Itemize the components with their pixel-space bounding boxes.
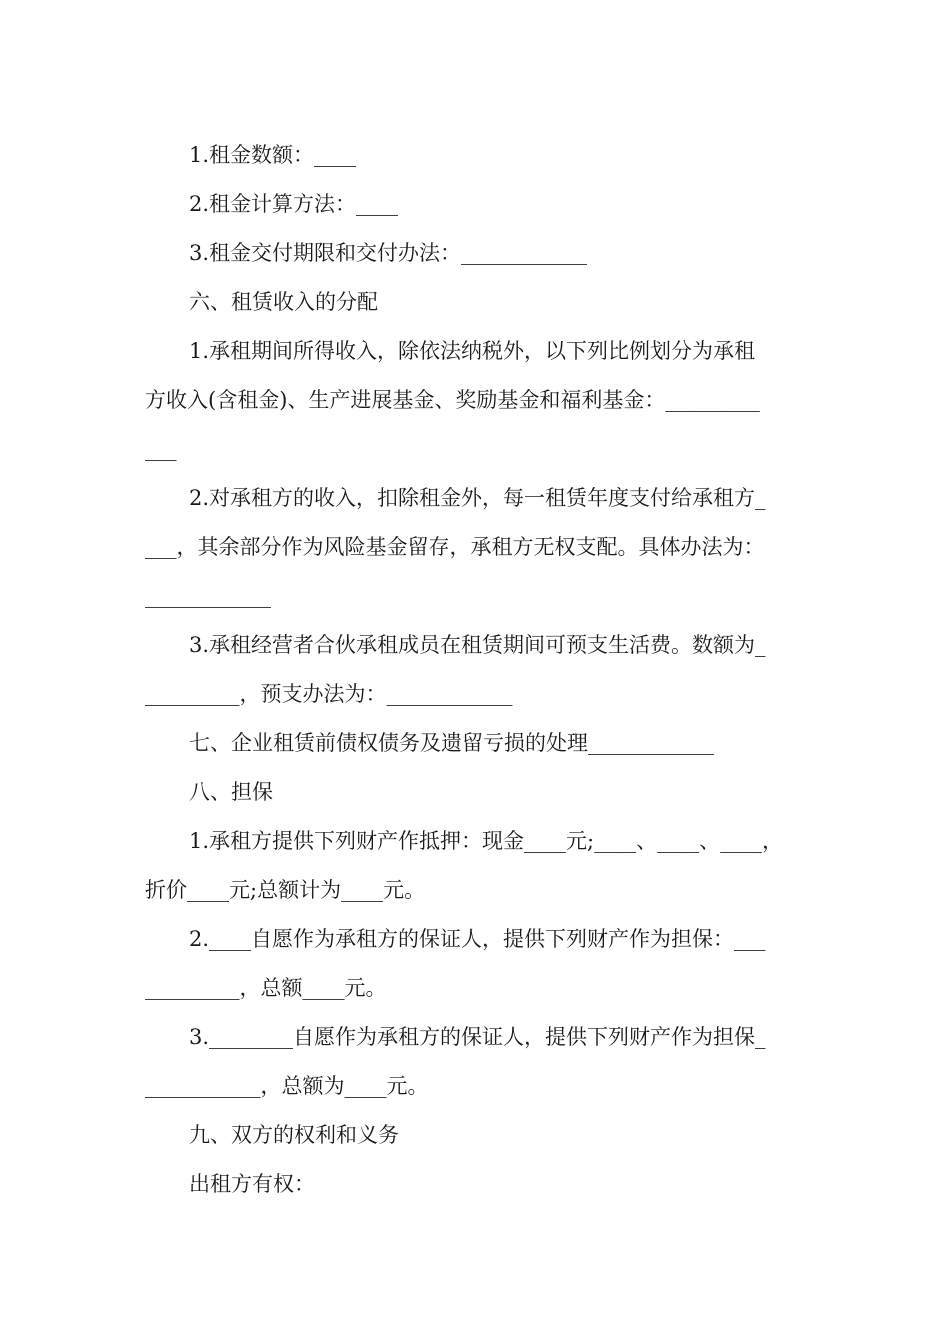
income-clause-3-line-2: _________，预支办法为：____________ <box>145 682 513 706</box>
section-heading-debts: 七、企业租赁前债权债务及遗留亏损的处理____________ <box>189 731 714 755</box>
income-clause-2-line-1: 2.对承租方的收入，扣除租金外，每一租赁年度支付给承租方_ <box>189 486 766 510</box>
lessor-rights-line: 出租方有权： <box>189 1172 315 1196</box>
guarantee-clause-2-line-2: _________，总额____元。 <box>145 976 387 1000</box>
guarantee-clause-2-line-1: 2.____自愿作为承租方的保证人，提供下列财产作为担保：___ <box>189 927 766 951</box>
income-clause-1-line-1: 1.承租期间所得收入，除依法纳税外，以下列比例划分为承租 <box>189 339 756 363</box>
income-clause-1-line-2: 方收入(含租金)、生产进展基金、奖励基金和福利基金：_________ <box>145 388 760 412</box>
section-heading-income: 六、租赁收入的分配 <box>189 290 378 314</box>
income-clause-2-line-2: ___，其余部分作为风险基金留存，承租方无权支配。具体办法为： <box>145 535 765 559</box>
guarantee-clause-3-line-2: ___________，总额为____元。 <box>145 1074 429 1098</box>
section-heading-guarantee: 八、担保 <box>189 780 273 804</box>
guarantee-clause-3-line-1: 3.________自愿作为承租方的保证人，提供下列财产作为担保_ <box>189 1025 766 1049</box>
rent-payment-line: 3.租金交付期限和交付办法：____________ <box>189 241 588 265</box>
rent-amount-line: 1.租金数额：____ <box>189 143 357 167</box>
guarantee-clause-1-line-1: 1.承租方提供下列财产作抵押：现金____元;____、____、____， <box>189 829 784 853</box>
contract-body <box>145 131 817 1209</box>
guarantee-clause-1-line-2: 折价____元;总额计为____元。 <box>145 878 426 902</box>
income-clause-3-line-1: 3.承租经营者合伙承租成员在租赁期间可预支生活费。数额为_ <box>189 633 766 657</box>
section-heading-rights: 九、双方的权利和义务 <box>189 1123 399 1147</box>
rent-calculation-line: 2.租金计算方法：____ <box>189 192 399 216</box>
income-clause-2-line-3: ____________ <box>145 584 271 608</box>
income-clause-1-line-3: ___ <box>145 437 177 461</box>
